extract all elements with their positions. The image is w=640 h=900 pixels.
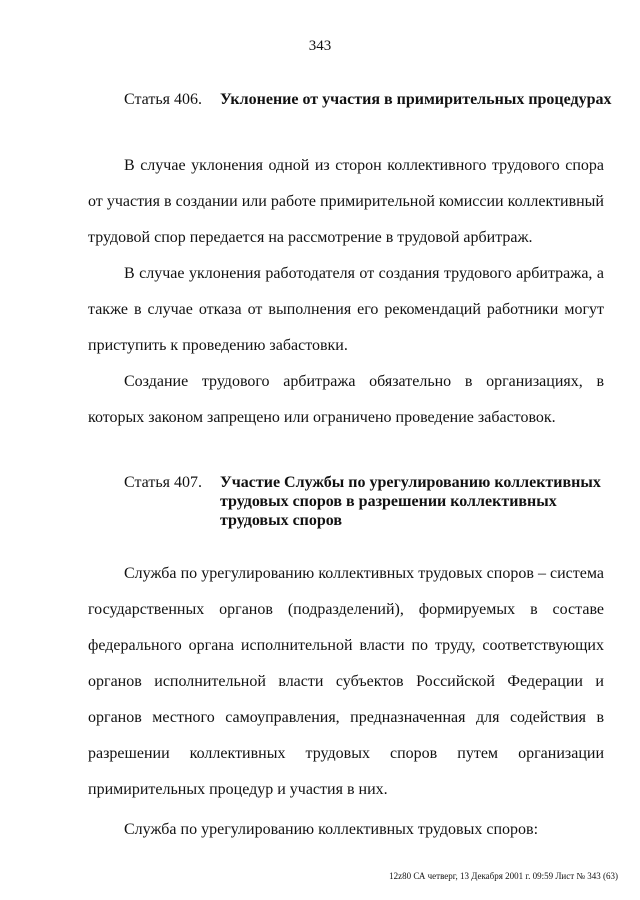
article-title: Уклонение от участия в примирительных процедурах <box>220 91 612 108</box>
article-number: Статья 407. <box>124 474 202 491</box>
paragraph: Служба по урегулированию коллективных трудовых споров – система государственных органов (подразделений), формируемых в составе федерального органа исполнительной власти по труду, соответствующих органов исполнительной власти субъектов Российской Федерации и органов местного самоуправления, предназначенная для содействия в разрешении коллективных трудовых споров путем организации примирительных процедур и участия в них. <box>88 565 604 798</box>
article-406-body <box>88 148 604 436</box>
article-number: Статья 406. <box>124 91 202 108</box>
article-407-body <box>88 556 604 848</box>
paragraph: В случае уклонения работодателя от создания трудового арбитража, а также в случае отказа от выполнения его рекомендаций работники могут приступить к проведению забастовки. <box>88 265 604 354</box>
article-heading-407 <box>124 473 620 530</box>
paragraph: Служба по урегулированию коллективных трудовых споров: <box>124 821 539 838</box>
paragraph: Создание трудового арбитража обязательно в организациях, в которых законом запрещено или ограничено проведение забастовок. <box>88 373 604 426</box>
page-footer: 12z80 СА четверг, 13 Декабря 2001 г. 09:59 Лист № 343 (63) <box>389 871 618 881</box>
article-title: Участие Службы по урегулированию коллективных трудовых споров в разрешении коллективных трудовых споров <box>220 474 601 529</box>
page-number: 343 <box>308 38 332 54</box>
article-heading-406 <box>124 90 620 109</box>
paragraph: В случае уклонения одной из сторон коллективного трудового спора от участия в создании или работе примирительной комиссии коллективный трудовой спор передается на рассмотрение в трудовой арбитраж. <box>88 157 604 246</box>
